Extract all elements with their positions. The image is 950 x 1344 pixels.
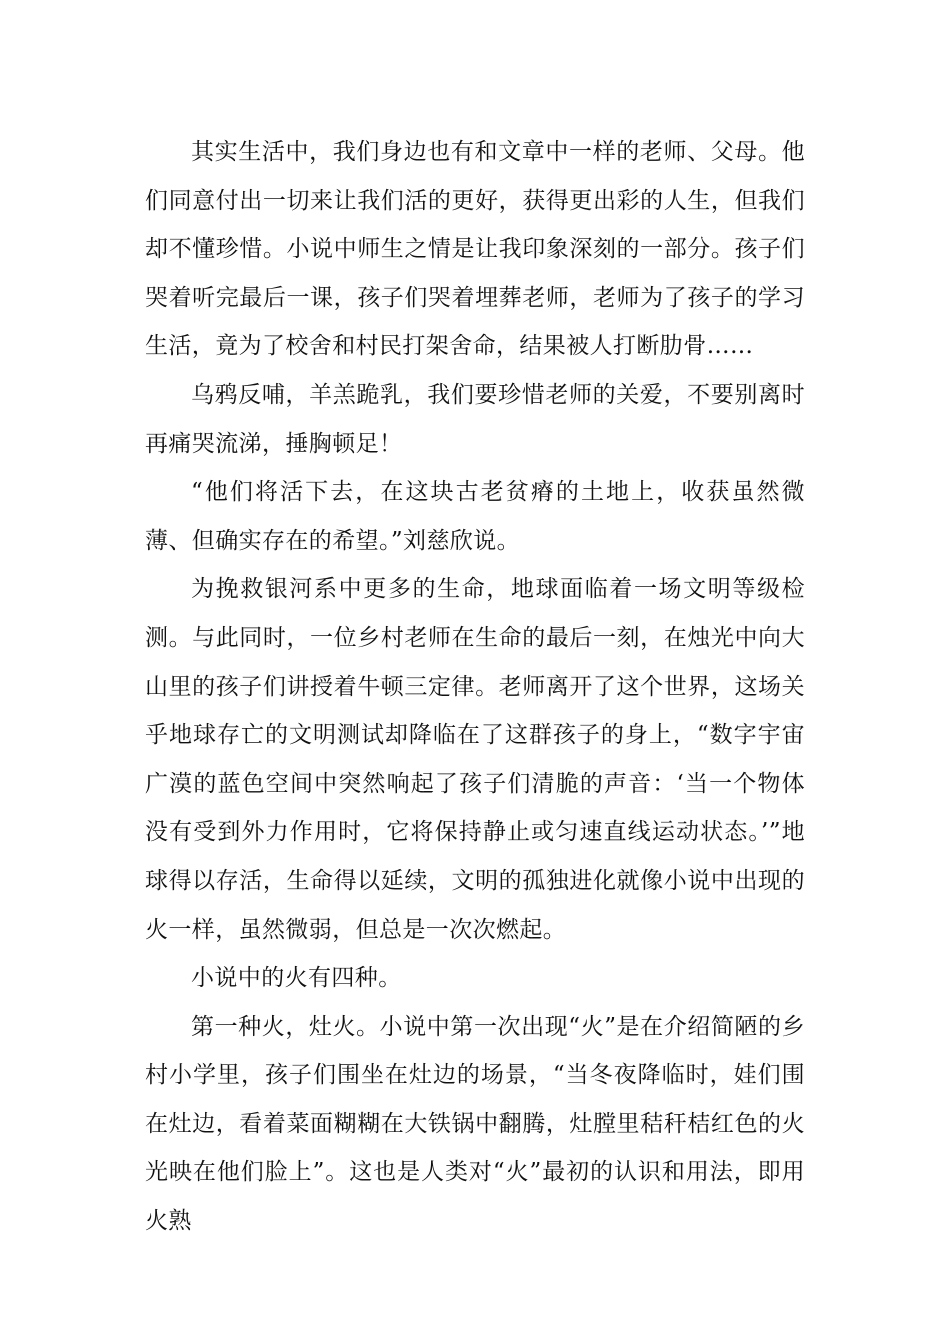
document-body <box>145 128 805 1246</box>
paragraph-cherish-teachers: 乌鸦反哺，羊羔跪乳，我们要珍惜老师的关爱，不要别离时再痛哭流涕，捶胸顿足！ <box>145 381 805 457</box>
paragraph-first-fire: 第一种火，灶火。小说中第一次出现“火”是在介绍简陋的乡村小学里，孩子们围坐在灶边的场景，“当冬夜降临时，娃们围在灶边，看着菜面糊糊在大铁锅中翻腾，灶膛里秸秆桔红色的火光映在他们脸上”。这也是人类对“火”最初的认识和用法，即用火熟 <box>145 1013 805 1235</box>
paragraph-four-fires: 小说中的火有四种。 <box>191 965 402 992</box>
paragraph-civilization-test: 为挽救银河系中更多的生命，地球面临着一场文明等级检测。与此同时，一位乡村老师在生命的最后一刻，在烛光中向大山里的孩子们讲授着牛顿三定律。老师离开了这个世界，这场关乎地球存亡的文明测试却降临在了这群孩子的身上，“数字宇宙广漠的蓝色空间中突然响起了孩子们清脆的声音：‘当一个物体没有受到外力作用时，它将保持静止或匀速直线运动状态。’”地球得以存活，生命得以延续，文明的孤独进化就像小说中出现的火一样，虽然微弱，但总是一次次燃起。 <box>145 576 805 943</box>
paragraph-teachers-parents: 其实生活中，我们身边也有和文章中一样的老师、父母。他们同意付出一切来让我们活的更好，获得更出彩的人生，但我们却不懂珍惜。小说中师生之情是让我印象深刻的一部分。孩子们哭着听完最后一课，孩子们哭着埋葬老师，老师为了孩子的学习生活，竟为了校舍和村民打架舍命，结果被人打断肋骨…… <box>145 139 805 360</box>
paragraph-quote-liu-cixin: “他们将活下去，在这块古老贫瘠的土地上，收获虽然微薄、但确实存在的希望。”刘慈欣说。 <box>145 479 805 554</box>
